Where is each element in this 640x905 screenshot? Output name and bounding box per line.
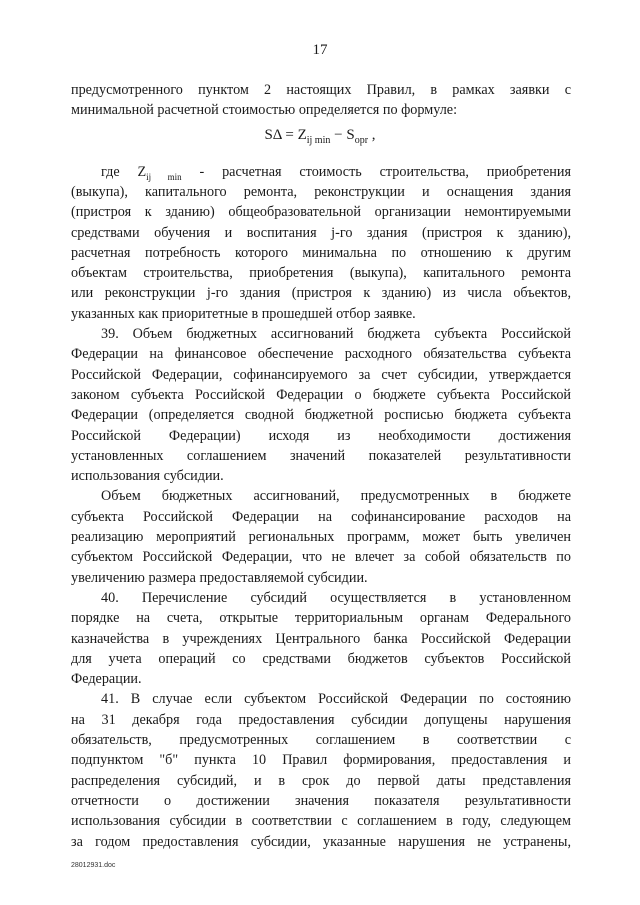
text-line: 39. Объем бюджетных ассигнований бюджета субъекта Российской	[101, 326, 571, 343]
formula-subscript: opr	[354, 135, 369, 146]
text-line: (пристроя к зданию) общеобразовательной организации немонтируемыми	[71, 204, 571, 221]
text-line: Объем бюджетных ассигнований, предусмотренных в бюджете	[101, 488, 571, 505]
text-line: использования субсидии.	[71, 468, 224, 485]
text-line: минимальной расчетной стоимостью определяется по формуле:	[71, 102, 458, 119]
text-line: для учета операций со средствами бюджетов субъектов Российской	[71, 650, 571, 667]
text-line: Федерации (определяется сводной бюджетной росписью бюджета субъекта	[71, 407, 571, 424]
text-line: 40. Перечисление субсидий осуществляется в установленном	[101, 589, 571, 606]
text-line: или реконструкции j-го здания (пристроя к зданию) из числа объектов,	[71, 285, 571, 302]
paragraph-39-continuation	[71, 486, 571, 587]
text-line: Федерации на финансовое обеспечение расходного обязательства субъекта	[71, 346, 571, 363]
text-line: обязательств, предусмотренных соглашением в соответствии с	[71, 732, 571, 749]
text-line: реализацию мероприятий региональных программ, может быть увеличен	[71, 529, 571, 546]
where-continuation	[71, 182, 571, 324]
text-line: увеличению размера предоставляемой субсидии.	[71, 569, 368, 586]
text-line: установленных соглашением значений показателей результативности	[71, 447, 571, 464]
formula-lhs: SΔ = Z	[264, 127, 307, 143]
text-line: на 31 декабря года предоставления субсидии допущены нарушения	[71, 711, 571, 728]
text-line: отчетности о достижении значения показателя результативности	[71, 792, 571, 809]
text-line: Российской Федерации, софинансируемого за счет субсидии, утверждается	[71, 366, 571, 383]
paragraph-41	[71, 689, 571, 851]
text-line: порядке на счета, открытые территориальным органам Федерального	[71, 610, 571, 627]
footer-filename: 28012931.doc	[71, 862, 116, 869]
formula	[0, 127, 640, 146]
text-line: субъектом Российской Федерации, что не влечет за собой обязательств по	[71, 549, 571, 566]
text-line: средствами обучения и воспитания j-го здания (пристроя к зданию),	[71, 224, 571, 241]
text-line: использования субсидии в соответствии с соглашением в году, следующем	[71, 813, 571, 830]
document-body	[71, 182, 571, 852]
paragraph-39	[71, 324, 571, 486]
where-prefix: где Z	[101, 164, 147, 180]
text-line: Федерации.	[71, 671, 142, 688]
text-line: субъекта Российской Федерации на софинансирование расходов на	[71, 508, 571, 525]
text-line: предусмотренного пунктом 2 настоящих Правил, в рамках заявки с	[71, 82, 571, 98]
formula-tail: ,	[368, 127, 376, 143]
paragraph-40	[71, 588, 571, 689]
formula-subscript: ij min	[306, 135, 331, 146]
text-line: за годом предоставления субсидии, указанные нарушения не устранены,	[71, 833, 571, 850]
text-line: 41. В случае если субъектом Российской Федерации по состоянию	[101, 691, 571, 708]
where-rest: - расчетная стоимость строительства, приобретения	[181, 164, 571, 180]
text-line: (выкупа), капитального ремонта, реконструкции и оснащения здания	[71, 184, 571, 200]
text-line: указанных как приоритетные в прошедшей отбор заявке.	[71, 305, 416, 322]
text-line: расчетная потребность которого минимальна по отношению к другим	[71, 244, 571, 261]
text-line: подпунктом "б" пункта 10 Правил формирования, предоставления и	[71, 752, 571, 769]
page-number: 17	[312, 42, 328, 58]
text-line: Российской Федерации) исходя из необходимости достижения	[71, 427, 571, 444]
formula-mid: − S	[330, 127, 355, 143]
lead-paragraph	[71, 80, 571, 121]
text-line: объектам строительства, приобретения (выкупа), капитального ремонта	[71, 265, 571, 282]
text-line: распределения субсидий, и в срок до первой даты представления	[71, 772, 571, 789]
where-subscript: ij min	[146, 171, 182, 182]
text-line: законом субъекта Российской Федерации о бюджете субъекта Российской	[71, 386, 571, 403]
text-line: казначейства в учреждениях Центрального банка Российской Федерации	[71, 630, 571, 647]
